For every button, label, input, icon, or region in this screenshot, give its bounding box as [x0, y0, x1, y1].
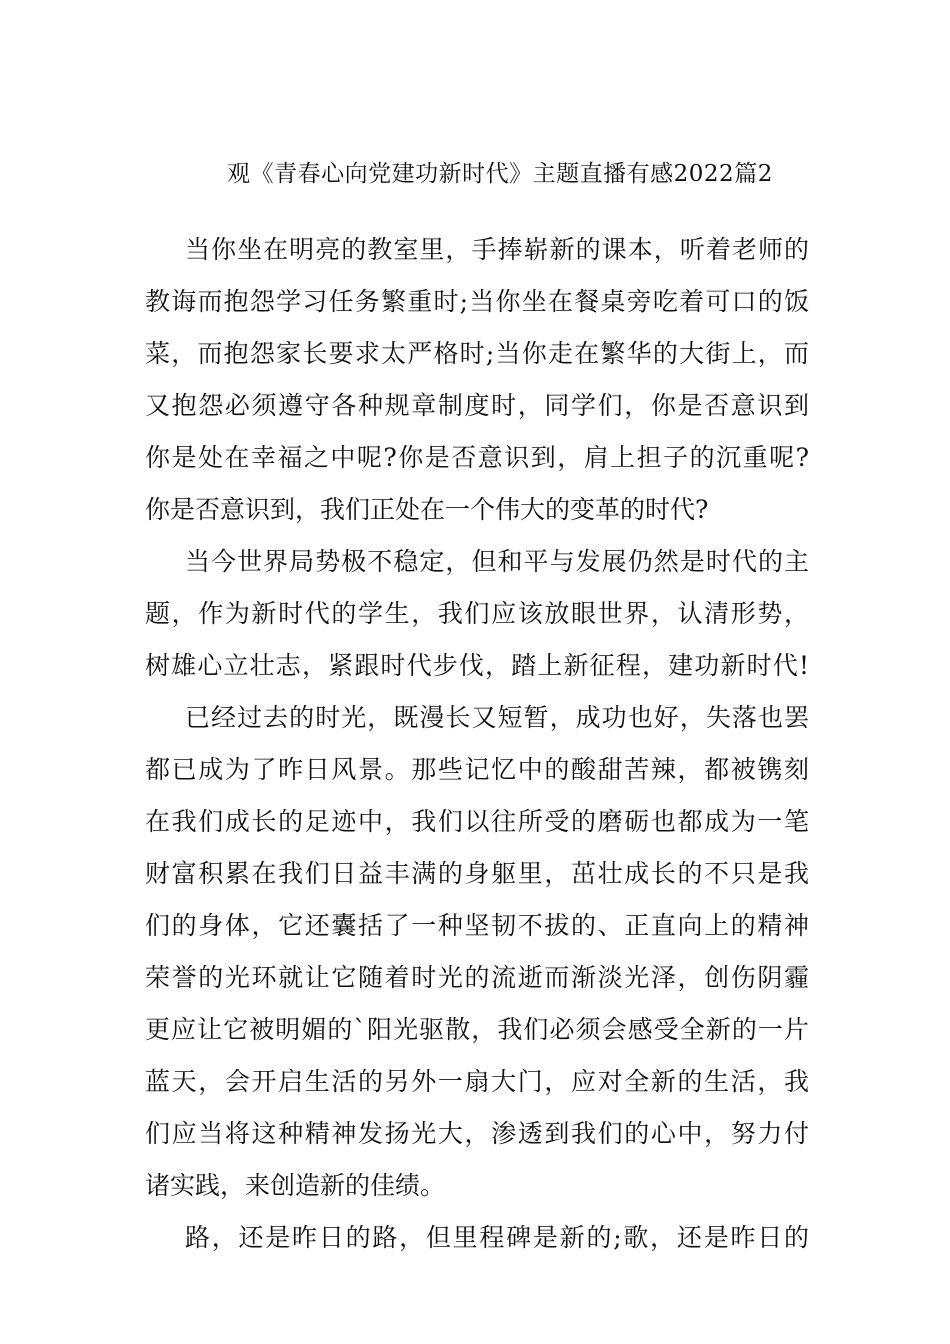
paragraph-4-line-1: 路，还是昨日的路，但里程碑是新的;歌，还是昨日的 — [185, 1223, 809, 1252]
paragraph-3-line-2: 都已成为了昨日风景。那些记忆中的酸甜苦辣，都被镌刻 — [145, 755, 809, 784]
paragraph-3-line-8: 蓝天，会开启生活的另外一扇大门，应对全新的生活，我 — [145, 1067, 809, 1096]
paragraph-1-line-6: 你是否意识到，我们正处在一个伟大的变革的时代? — [145, 495, 709, 524]
paragraph-3-line-7: 更应让它被明媚的`阳光驱散，我们必须会感受全新的一片 — [145, 1015, 809, 1044]
document-title: 观《青春心向党建功新时代》主题直播有感2022篇2 — [227, 161, 773, 187]
paragraph-1-line-4: 又抱怨必须遵守各种规章制度时，同学们，你是否意识到 — [145, 391, 809, 420]
paragraph-3-line-9: 们应当将这种精神发扬光大，渗透到我们的心中，努力付 — [145, 1119, 809, 1148]
paragraph-2-line-2: 题，作为新时代的学生，我们应该放眼世界，认清形势， — [145, 599, 809, 628]
paragraph-3-line-1: 已经过去的时光，既漫长又短暂，成功也好，失落也罢 — [185, 703, 809, 732]
paragraph-3-line-4: 财富积累在我们日益丰满的身躯里，茁壮成长的不只是我 — [145, 859, 809, 888]
paragraph-1-line-2: 教诲而抱怨学习任务繁重时;当你坐在餐桌旁吃着可口的饭 — [145, 287, 809, 316]
paragraph-1-line-3: 菜，而抱怨家长要求太严格时;当你走在繁华的大街上，而 — [145, 339, 809, 368]
paragraph-1-line-5: 你是处在幸福之中呢?你是否意识到，肩上担子的沉重呢? — [145, 443, 809, 472]
paragraph-3-line-10: 诸实践，来创造新的佳绩。 — [145, 1171, 446, 1200]
paragraph-1-line-1: 当你坐在明亮的教室里，手捧崭新的课本，听着老师的 — [185, 235, 809, 264]
paragraph-3-line-6: 荣誉的光环就让它随着时光的流逝而渐淡光泽，创伤阴霾 — [145, 963, 809, 992]
paragraph-3-line-3: 在我们成长的足迹中，我们以往所受的磨砺也都成为一笔 — [145, 807, 809, 836]
paragraph-2-line-3: 树雄心立壮志，紧跟时代步伐，踏上新征程，建功新时代! — [145, 651, 809, 680]
paragraph-3-line-5: 们的身体，它还囊括了一种坚韧不拔的、正直向上的精神 — [145, 911, 809, 940]
paragraph-2-line-1: 当今世界局势极不稳定，但和平与发展仍然是时代的主 — [185, 547, 809, 576]
